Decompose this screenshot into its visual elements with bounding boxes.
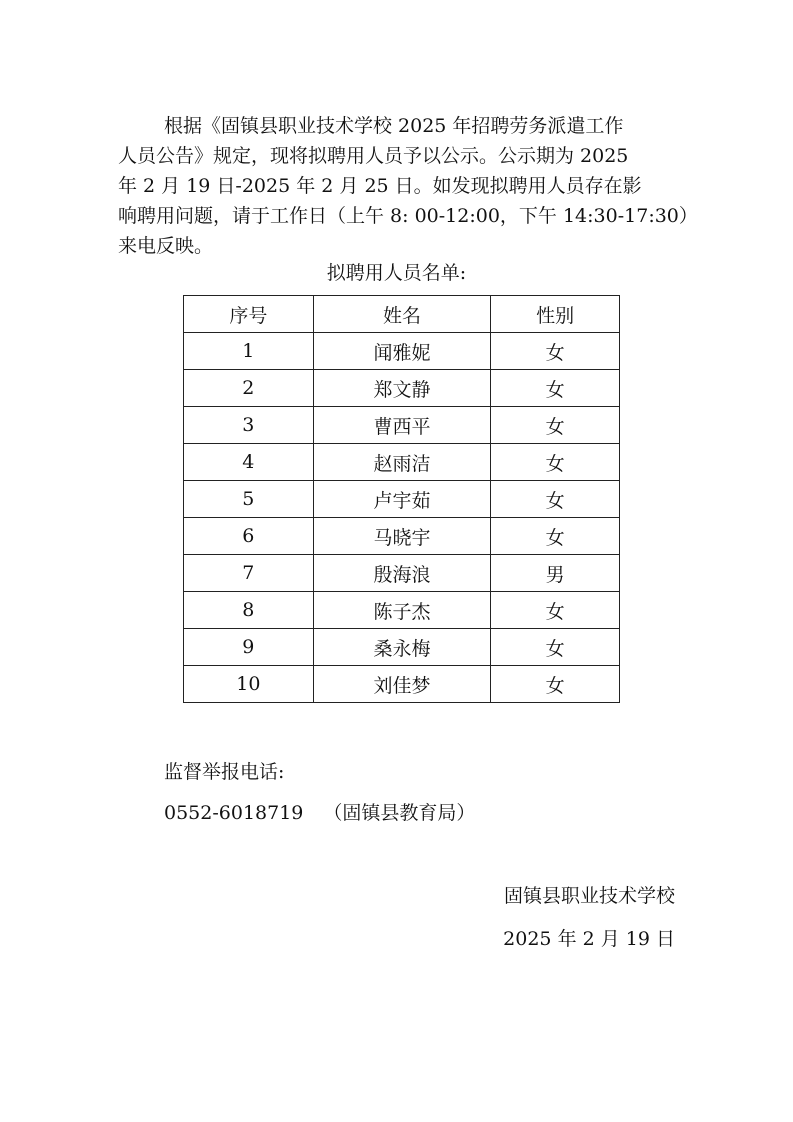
cell-number: 9	[184, 629, 314, 666]
cell-name: 殷海浪	[313, 555, 491, 592]
header-gender: 性别	[491, 296, 620, 333]
table-row	[184, 370, 620, 407]
table-row	[184, 407, 620, 444]
notice-line: 人员公告》规定，现将拟聘用人员予以公示。公示期为 2025	[118, 145, 629, 167]
cell-name: 桑永梅	[313, 629, 491, 666]
report-phone-number: 0552-6018719	[164, 802, 304, 824]
candidate-table	[183, 295, 620, 703]
cell-gender: 女	[491, 370, 620, 407]
table-row	[184, 444, 620, 481]
signature-date: 2025 年 2 月 19 日	[503, 928, 675, 950]
table-row	[184, 518, 620, 555]
table-row	[184, 629, 620, 666]
cell-number: 6	[184, 518, 314, 555]
cell-gender: 女	[491, 444, 620, 481]
cell-number: 4	[184, 444, 314, 481]
table-row	[184, 666, 620, 703]
cell-number: 8	[184, 592, 314, 629]
cell-gender: 女	[491, 481, 620, 518]
header-number: 序号	[184, 296, 314, 333]
cell-name: 曹西平	[313, 407, 491, 444]
notice-line: 根据《固镇县职业技术学校 2025 年招聘劳务派遣工作	[164, 115, 624, 137]
notice-line: 年 2 月 19 日-2025 年 2 月 25 日。如发现拟聘用人员存在影	[118, 175, 642, 197]
cell-gender: 女	[491, 407, 620, 444]
cell-number: 1	[184, 333, 314, 370]
cell-gender: 女	[491, 666, 620, 703]
table-row	[184, 555, 620, 592]
table-row	[184, 481, 620, 518]
cell-name: 闻雅妮	[313, 333, 491, 370]
cell-number: 2	[184, 370, 314, 407]
cell-number: 5	[184, 481, 314, 518]
cell-name: 赵雨洁	[313, 444, 491, 481]
signature-organization: 固镇县职业技术学校	[503, 885, 675, 907]
cell-name: 郑文静	[313, 370, 491, 407]
cell-name: 陈子杰	[313, 592, 491, 629]
cell-name: 刘佳梦	[313, 666, 491, 703]
cell-gender: 女	[491, 629, 620, 666]
cell-number: 7	[184, 555, 314, 592]
table-row	[184, 333, 620, 370]
report-phone-org: （固镇县教育局）	[323, 802, 476, 824]
report-hotline	[164, 798, 475, 828]
header-name: 姓名	[313, 296, 491, 333]
list-title: 拟聘用人员名单:	[326, 262, 467, 284]
cell-name: 马晓宇	[313, 518, 491, 555]
report-hotline-label: 监督举报电话:	[164, 761, 285, 783]
cell-name: 卢宇茹	[313, 481, 491, 518]
cell-gender: 女	[491, 518, 620, 555]
cell-gender: 女	[491, 592, 620, 629]
table-header-row	[184, 296, 620, 333]
notice-line: 响聘用问题，请于工作日（上午 8: 00-12:00，下午 14:30-17:30）	[118, 205, 698, 227]
table-row	[184, 592, 620, 629]
cell-number: 3	[184, 407, 314, 444]
notice-paragraph	[118, 111, 698, 261]
cell-gender: 女	[491, 333, 620, 370]
cell-number: 10	[184, 666, 314, 703]
cell-gender: 男	[491, 555, 620, 592]
notice-line: 来电反映。	[118, 235, 214, 257]
